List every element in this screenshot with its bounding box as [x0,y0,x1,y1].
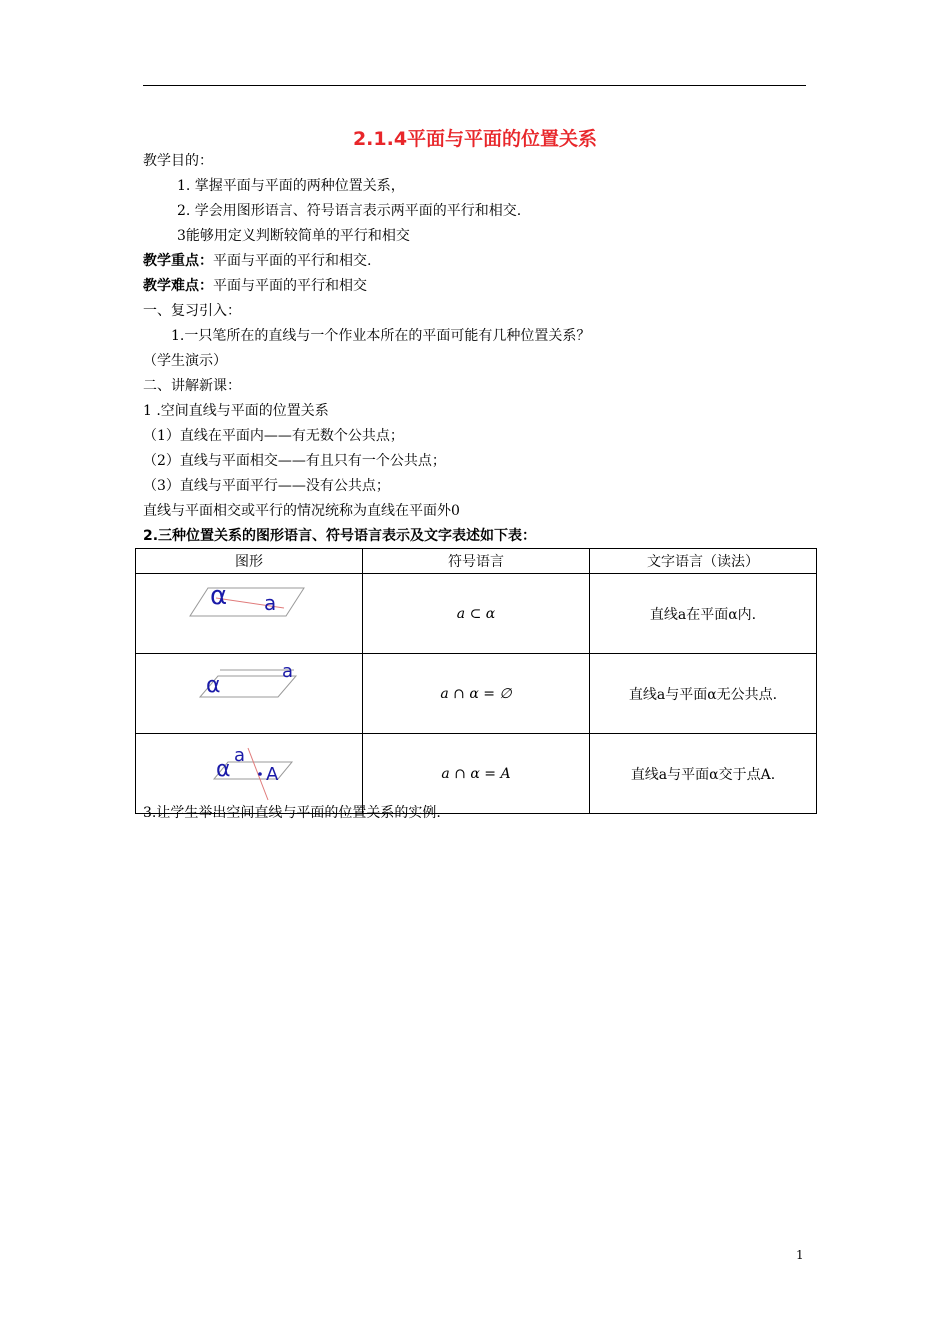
objectives-heading: 教学目的： [143,153,213,169]
line-intersect-plane-figure [136,734,362,809]
line-label: a [234,745,246,766]
section-heading-1: 1 .空间直线与平面的位置关系 [143,403,329,419]
line-parallel-plane-figure [136,654,362,729]
header-text: 文字语言（读法） [590,549,817,574]
intersection-point [258,772,262,776]
case-2: （2）直线与平面相交——有且只有一个公共点； [143,453,446,469]
difficulty [143,277,367,295]
text-cell: 直线a与平面α无公共点. [590,654,817,734]
relation-table [135,548,817,814]
table-row [136,574,817,654]
objective-item-3: 3能够用定义判断较简单的平行和相交 [177,228,410,244]
case-3: （3）直线与平面平行——没有公共点； [143,478,390,494]
review-heading: 一、复习引入： [143,303,241,319]
header-rule [143,85,806,86]
key-point-text: 平面与平面的平行和相交. [213,253,372,269]
table-row [136,734,817,814]
alpha-label: α [206,673,221,698]
line-in-plane-figure [136,574,362,649]
difficulty-text: 平面与平面的平行和相交 [213,278,367,294]
new-lesson-heading: 二、讲解新课： [143,378,241,394]
figure-cell [136,654,363,734]
page-title: 2.1.4平面与平面的位置关系 [352,128,598,150]
alpha-label: α [210,581,228,611]
case-1: （1）直线在平面内——有无数个公共点； [143,428,404,444]
key-point [143,252,371,270]
point-label: A [266,764,279,785]
summary-text: 直线与平面相交或平行的情况统称为直线在平面外0 [143,503,460,519]
symbol-cell: a ⊂ α [363,574,590,654]
line-label: a [282,661,294,682]
objective-item-2: 2. 学会用图形语言、符号语言表示两平面的平行和相交. [177,203,522,219]
line-a [248,748,268,800]
header-figure: 图形 [136,549,363,574]
page-number: 1 [796,1248,804,1262]
difficulty-label: 教学难点： [143,278,213,294]
alpha-label: α [216,757,231,782]
header-symbol: 符号语言 [363,549,590,574]
section-heading-2: 2.三种位置关系的图形语言、符号语言表示及文字表述如下表： [143,528,537,544]
objective-item-1: 1. 掌握平面与平面的两种位置关系， [177,178,405,194]
symbol-cell: a ∩ α = A [363,734,590,814]
symbol-cell: a ∩ α = ∅ [363,654,590,734]
item-3: 3.让学生举出空间直线与平面的位置关系的实例. [143,805,441,821]
plane-parallelogram [190,588,304,616]
line-label: a [264,591,277,615]
key-point-label: 教学重点： [143,253,213,269]
review-note: （学生演示） [143,353,227,369]
figure-cell [136,734,363,814]
text-cell: 直线a与平面α交于点A. [590,734,817,814]
figure-cell [136,574,363,654]
table-header-row [136,549,817,574]
table-row [136,654,817,734]
text-cell: 直线a在平面α内. [590,574,817,654]
review-question: 1.一只笔所在的直线与一个作业本所在的平面可能有几种位置关系？ [171,328,591,344]
